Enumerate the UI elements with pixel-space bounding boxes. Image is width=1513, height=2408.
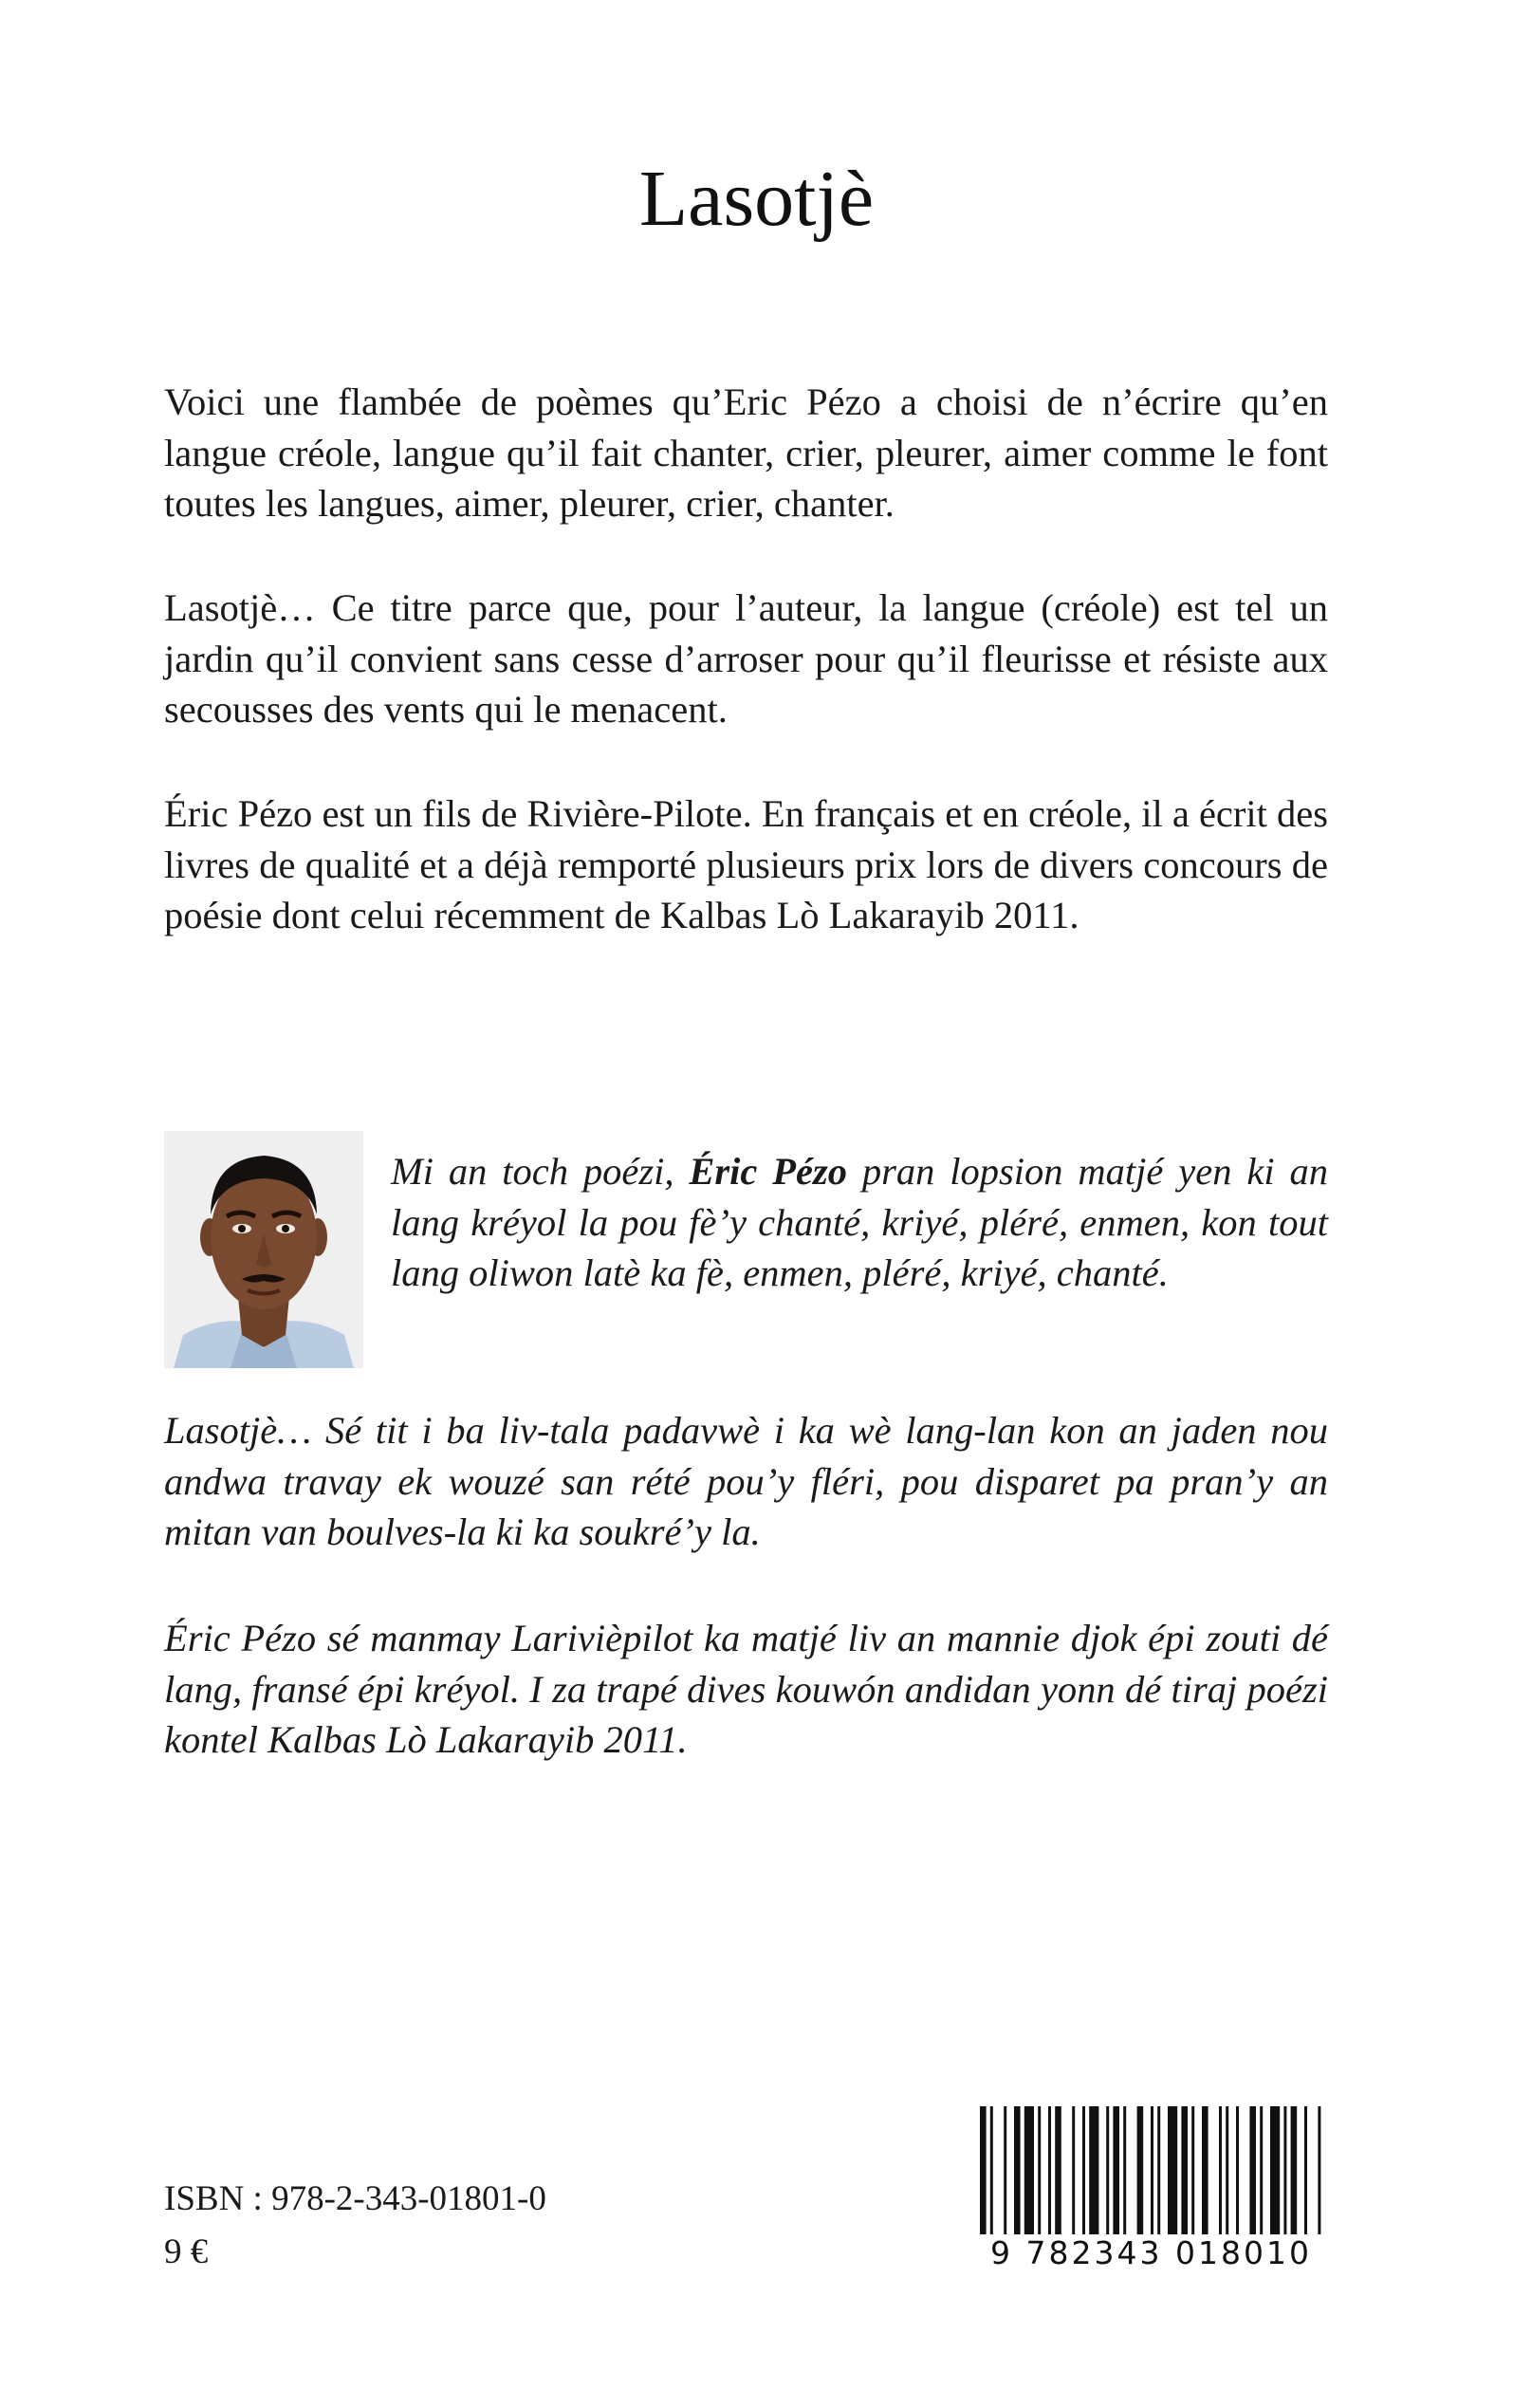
author-photo	[164, 1131, 363, 1368]
french-paragraph-2: Lasotjè… Ce titre parce que, pour l’auteur, la langue (créole) est tel un jardin qu’il convient sans cesse d’arroser pour qu’il fleurisse et résiste aux secousses des vents qui le menacent.	[164, 586, 1328, 731]
barcode-bar	[980, 2106, 987, 2234]
price-label: 9 €	[164, 2232, 209, 2271]
barcode-bar	[1055, 2106, 1061, 2234]
barcode-bar	[1048, 2106, 1051, 2234]
barcode-bar	[1038, 2106, 1041, 2234]
barcode-bar	[1270, 2106, 1280, 2234]
barcode-bar	[1236, 2106, 1239, 2234]
creole-paragraph-1: Mi an toch poézi, Éric Pézo pran lopsion matjé yen ki an lang kréyol la pou fè’y chanté, kriyé, pléré, enmen, kon tout lang oliwon latè ka fè, enmen, pléré, kriyé, chanté.	[391, 1150, 1328, 1294]
barcode-bar	[1304, 2106, 1307, 2234]
barcode-bar	[1137, 2106, 1144, 2234]
barcode-bar	[1123, 2106, 1126, 2234]
barcode-bar	[1283, 2106, 1286, 2234]
barcode-bar	[1024, 2106, 1034, 2234]
barcode-bar	[1151, 2106, 1153, 2234]
creole-paragraph-2: Lasotjè… Sé tit i ba liv-tala padavwè i ka wè lang-lan kon an jaden nou andwa travay ek wouzé san rété pou’y fléri, pou disparet pa pran’y an mitan van boulves-la ki ka soukré’y la.	[164, 1409, 1328, 1553]
author-portrait-icon	[164, 1131, 363, 1368]
barcode-digits: 9 782343 018010	[974, 2234, 1328, 2272]
barcode-bar	[1004, 2106, 1006, 2234]
barcode-bar	[1082, 2106, 1085, 2234]
barcode-bar	[1219, 2106, 1222, 2234]
barcode-bar	[1168, 2106, 1177, 2234]
barcode-bar	[1249, 2106, 1256, 2234]
french-paragraph-1: Voici une flambée de poèmes qu’Eric Pézo a choisi de n’écrire qu’en langue créole, langue qu’il fait chanter, crier, pleurer, aimer comme le font toutes les langues, aimer, pleurer, crier, chanter.	[164, 380, 1328, 525]
barcode-bar	[1089, 2106, 1098, 2234]
barcode-bar	[990, 2106, 993, 2234]
author-name: Éric Pézo	[689, 1150, 847, 1193]
barcode-bar	[1318, 2106, 1320, 2234]
barcode-bar	[1157, 2106, 1160, 2234]
barcode-bar	[1202, 2106, 1209, 2234]
barcode-bar	[1226, 2106, 1228, 2234]
french-paragraph-3: Éric Pézo est un fils de Rivière-Pilote. En français et en créole, il a écrit des livres de qualité et a déjà remporté plusieurs prix lors de divers concours de poésie dont celui récemment de Kalbas Lò Lakarayib 2011.	[164, 792, 1328, 936]
creole-paragraph-3: Éric Pézo sé manmay Larivièpilot ka matjé liv an mannie djok épi zouti dé lang, fransé épi kréyol. I za trapé dives kouwón andidan yonn dé tiraj poézi kontel Kalbas Lò Lakarayib 2011.	[164, 1617, 1328, 1761]
barcode-bar	[1181, 2106, 1188, 2234]
barcode-bar	[1260, 2106, 1263, 2234]
book-title: Lasotjè	[638, 155, 875, 243]
barcode-bar	[1291, 2106, 1298, 2234]
barcode-bar	[1014, 2106, 1021, 2234]
barcode-bar	[1191, 2106, 1194, 2234]
barcode-bar	[1113, 2106, 1119, 2234]
barcode-bar	[1072, 2106, 1075, 2234]
isbn-label: ISBN : 978-2-343-01801-0	[164, 2179, 546, 2218]
barcode-bar	[1106, 2106, 1109, 2234]
